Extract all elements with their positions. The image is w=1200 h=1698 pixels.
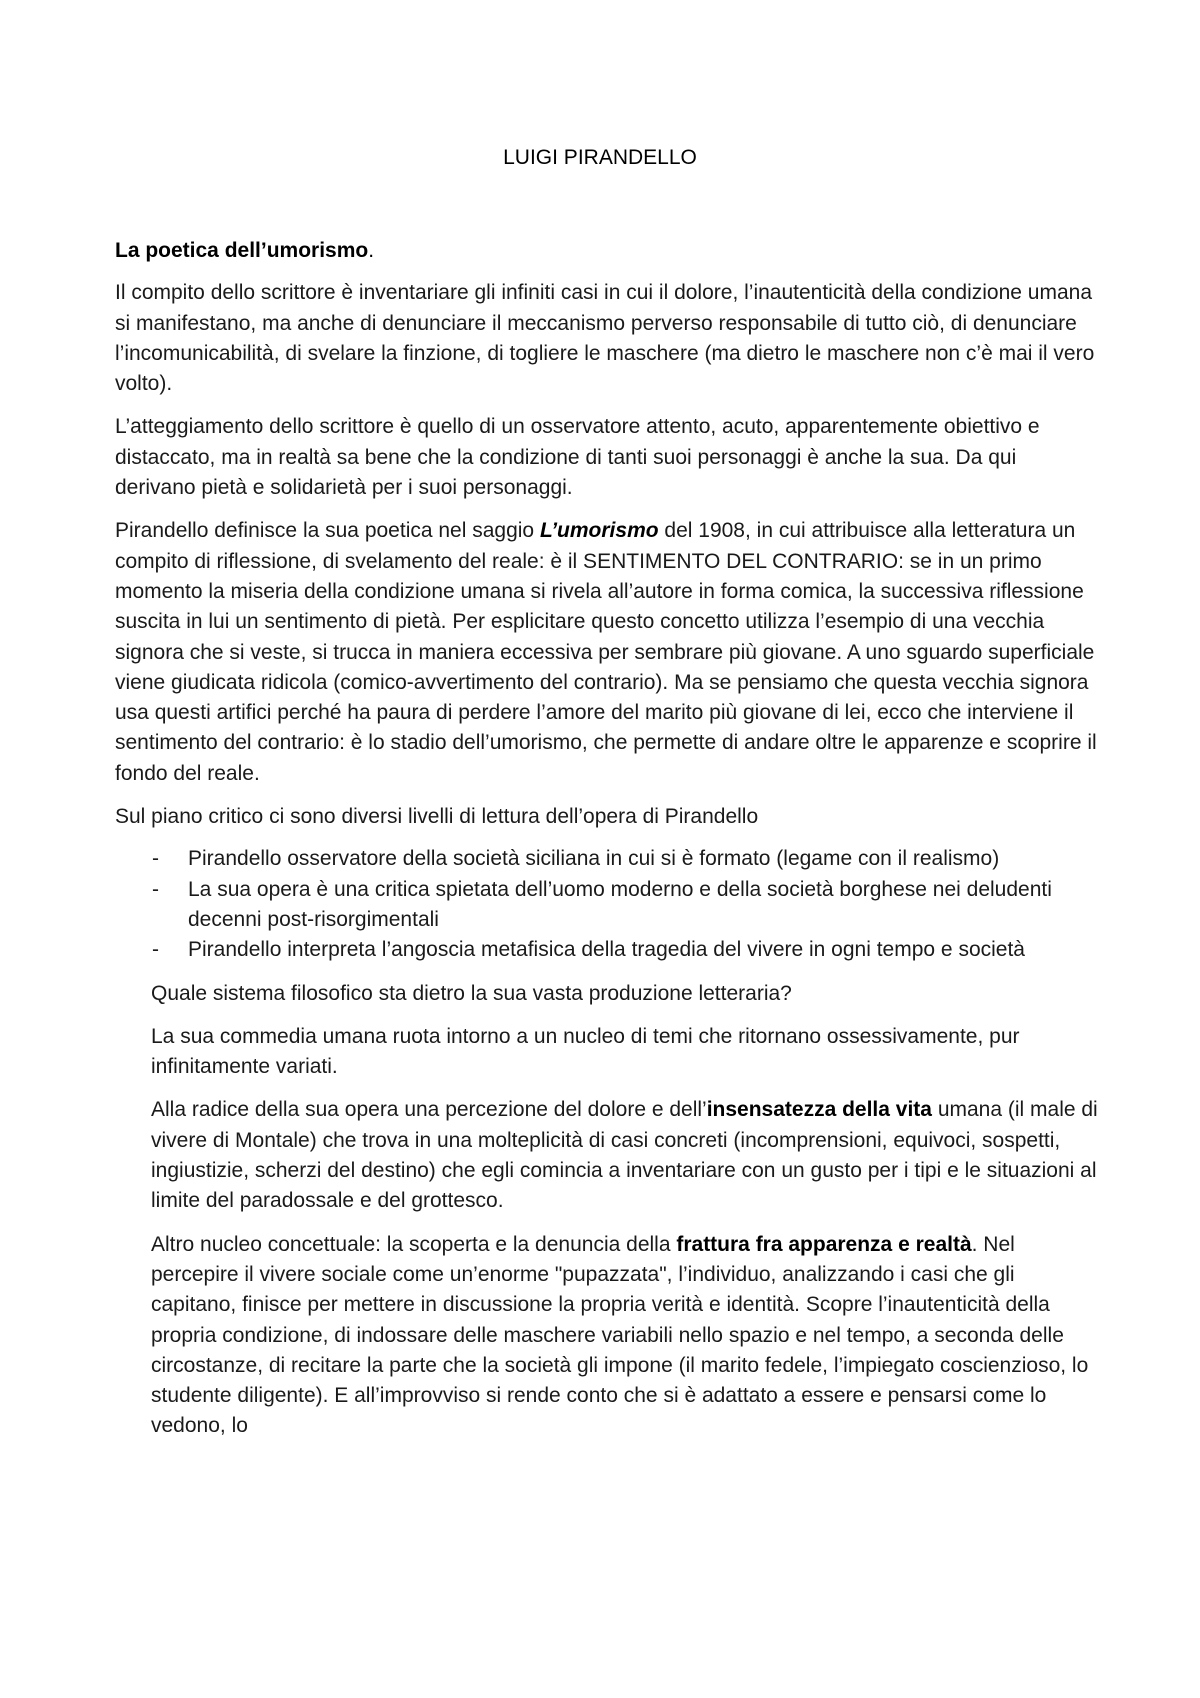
paragraph-text-segment: . Nel percepire il vivere sociale come un’enorme "pupazzata", l’individuo, analizzando i casi che gli capitano, finisce per mettere in discussione la propria verità e identità. Scopre l’inautenticità della propria condizione, di indossare delle maschere variabili nello spazio e nel tempo, a seconda delle circostanze, di recitare la parte che la società gli impone (il marito fedele, l’impiegato coscienzioso, lo studente diligente). E all’improvviso si rende conto che si è adattato a essere e pensarsi come lo vedono, lo xyxy=(151,1232,1089,1438)
list-item xyxy=(115,935,1100,965)
essay-title: L’umorismo xyxy=(539,519,659,543)
paragraph-text-segment: Pirandello definisce la sua poetica nel saggio xyxy=(115,519,540,543)
reading-levels-list xyxy=(115,844,1100,965)
list-item xyxy=(115,875,1100,936)
section-heading-text: La poetica dell’umorismo xyxy=(115,239,369,262)
paragraph-text-segment: Altro nucleo concettuale: la scoperta e la denuncia della xyxy=(151,1232,677,1256)
paragraph-senselessness-of-life xyxy=(151,1095,1100,1216)
list-item xyxy=(115,844,1100,874)
section-heading-period: . xyxy=(368,239,375,262)
document-body xyxy=(115,236,1100,1455)
document-title: LUIGI PIRANDELLO xyxy=(503,146,697,169)
emphasis-senselessness: insensatezza della vita xyxy=(706,1098,932,1122)
list-item-text: Pirandello osservatore della società siciliana in cui si è formato (legame con il realismo) xyxy=(188,847,1000,871)
paragraph-critical-levels-intro: Sul piano critico ci sono diversi livelli di lettura dell’opera di Pirandello xyxy=(115,805,759,829)
paragraph-question: Quale sistema filosofico sta dietro la sua vasta produzione letteraria? xyxy=(151,981,792,1005)
paragraph-text-segment: umana (il male di vivere di Montale) che trova in una molteplicità di casi concreti (incomprensioni, equivoci, sospetti, ingiustizie, scherzi del destino) che egli comincia a inventariare con un gusto per i tipi e le situazioni al limite del paradossale e del grottesco. xyxy=(151,1098,1098,1213)
list-dash-marker: - xyxy=(152,847,159,871)
paragraph-sentiment-of-contrary xyxy=(115,516,1100,789)
list-item-text: La sua opera è una critica spietata dell’uomo moderno e della società borghese nei deludenti decenni post-risorgimentali xyxy=(188,877,1052,931)
list-dash-marker: - xyxy=(152,938,159,962)
section-heading xyxy=(115,236,1100,266)
list-dash-marker: - xyxy=(152,877,159,901)
paragraph-writer-attitude: L’atteggiamento dello scrittore è quello di un osservatore attento, acuto, apparentemente obiettivo e distaccato, ma in realtà sa bene che la condizione di tanti suoi personaggi è anche la sua. Da qui derivano pietà e solidarietà per i suoi personaggi. xyxy=(115,415,1040,500)
paragraph-human-comedy: La sua commedia umana ruota intorno a un nucleo di temi che ritornano ossessivamente, pur infinitamente variati. xyxy=(151,1024,1020,1079)
paragraph-appearance-vs-reality xyxy=(151,1230,1100,1442)
indented-section xyxy=(151,979,1100,1442)
emphasis-appearance-reality: frattura fra apparenza e realtà xyxy=(676,1232,972,1256)
paragraph-text-segment: del 1908, in cui attribuisce alla letteratura un compito di riflessione, di svelamento del reale: è il SENTIMENTO DEL CONTRARIO: se in un primo momento la miseria della condizione umana si rivela all’autore in forma comica, la successiva riflessione suscita in lui un sentimento di pietà. Per esplicitare questo concetto utilizza l’esempio di una vecchia signora che si veste, si trucca in maniera eccessiva per sembrare più giovane. A uno sguardo superficiale viene giudicata ridicola (comico-avvertimento del contrario). Ma se pensiamo che questa vecchia signora usa questi artifici perché ha paura di perdere l’amore del marito più giovane di lei, ecco che interviene il sentimento del contrario: è lo stadio dell’umorismo, che permette di andare oltre le apparenze e scoprire il fondo del reale. xyxy=(115,519,1097,785)
list-item-text: Pirandello interpreta l’angoscia metafisica della tragedia del vivere in ogni tempo e società xyxy=(188,938,1025,962)
paragraph-text-segment: Alla radice della sua opera una percezione del dolore e dell’ xyxy=(151,1098,707,1122)
paragraph-task-of-writer: Il compito dello scrittore è inventariare gli infiniti casi in cui il dolore, l’inautenticità della condizione umana si manifestano, ma anche di denunciare il meccanismo perverso responsabile di tutto ciò, di denunciare l’incomunicabilità, di svelare la finzione, di togliere le maschere (ma dietro le maschere non c’è mai il vero volto). xyxy=(115,281,1095,396)
